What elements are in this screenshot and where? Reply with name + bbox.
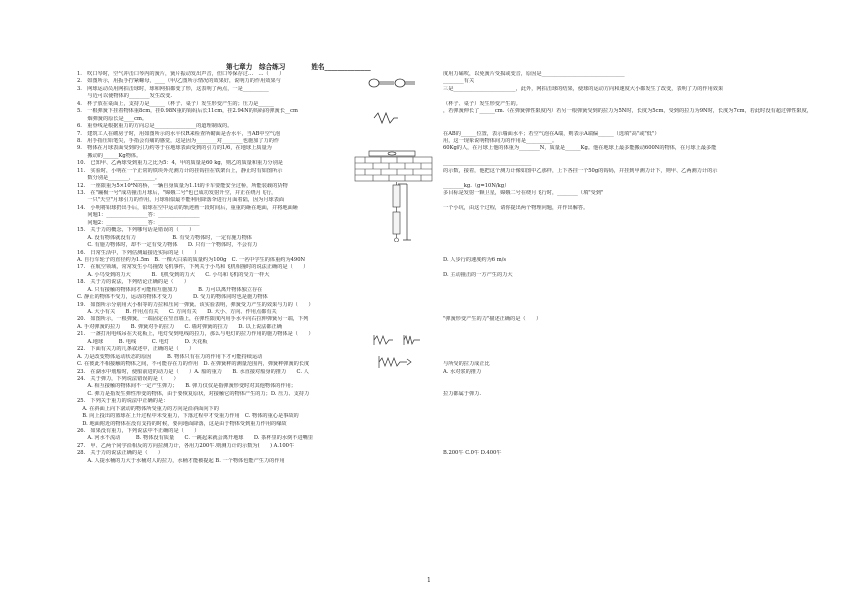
- left-column-line: 24. 关于弹力，下列说法错误的是（ ）: [77, 375, 179, 382]
- spring-scales-figure: [388, 182, 412, 242]
- right-column-line: 一个小坑，由这个过程，请你提出两个物理问题，并作出解答。: [443, 204, 589, 211]
- right-column-line: [443, 331, 818, 338]
- right-column-line: ________kg.（g=10N/kg）: [443, 182, 510, 189]
- right-column-line: [443, 116, 818, 123]
- right-column-line: [443, 435, 818, 442]
- right-column-line: （杯子、桌子）发生形变产生的。: [443, 100, 521, 107]
- spring-force-figure: [372, 333, 432, 347]
- right-column-line: B.200牛 C.0牛 D.400牛: [443, 450, 502, 457]
- wall-spring-figure: [377, 355, 417, 369]
- left-column-line: 8. 用手指压铅笔尖，手指会有痛的感觉，这是因为________对________也施加了力的作: [77, 137, 280, 144]
- right-column-line: D. 人步行的速度约为6 m/s: [443, 256, 507, 263]
- right-column-line: 三是________________________，此外，网拍击球的结果，使球的运动方向和速度大小都发生了改变，表明了力的作用效果: [443, 85, 724, 92]
- left-column-line: A. 手对弹簧的拉力 B. 弹簧对手的拉力 C. 墙对弹簧的拉力 D. 以上说法都正确: [77, 323, 282, 330]
- left-column-line: 3. 网球运动员用网拍击球时，球和网拍都变了形，这表明了两点，一是__________: [77, 85, 269, 92]
- right-column-line: 拉力都属于弹力.: [443, 390, 481, 397]
- left-column: [77, 71, 429, 465]
- left-column-line: B. 向上投出的篮球在上升过程中未受重力，下落过程中才受重力作用 C. 物体的重心是事故的: [77, 413, 299, 420]
- right-column-line: [443, 264, 818, 271]
- left-column-line: A. 人提水桶的力大于水桶对人的拉力，水桶才能被提起 B. 一个物体也能产生力的作用: [77, 457, 285, 464]
- left-column-line: C. 静止的物体不受力，运动的物体才受力 D. 受力的物体同时也是施力物体: [77, 294, 268, 301]
- right-column-line: [443, 354, 818, 361]
- left-column-line: 数分别是________，________。: [77, 175, 161, 182]
- spring-icon: [374, 113, 398, 123]
- left-column-line: A.地球 B. 电线 C. 电灯 D. 天花板: [77, 338, 208, 345]
- left-column-line: C. 在彼此不相接触的物体之间，不可能存在力的作用 D. 在弹簧秤的测量范围内，弹簧秤弹簧的长度: [77, 361, 310, 368]
- left-column-line: 20. 如图所示，一根弹簧，一端固定在竖直墙上，在弹性限度内用手水平向右拉伸弹簧另一端，下列: [77, 316, 309, 323]
- wrench-figure: [368, 76, 416, 90]
- right-column-line: [443, 197, 818, 204]
- wall-spring-icon: [379, 356, 411, 368]
- left-column-line: 6. 重垂线是根据重力的方向总是________________的道理制成的。: [77, 123, 233, 130]
- left-column-line: 16. 日常生活中，下列估测最接近实际的是（ ）: [77, 249, 200, 256]
- right-column-line: [443, 227, 818, 234]
- left-column-line: 4. 杯子放在桌面上，支持力是______（杯子、桌子）发生形变产生的；压力是______: [77, 100, 274, 107]
- level-wall-figure: [353, 149, 434, 183]
- right-column-line: [443, 398, 818, 405]
- left-column-line: A. 小鸟受到的力大 B. 飞机受到的力大 C. 小鸟和飞机的受力一样大: [77, 271, 270, 278]
- left-column-line: 19. 如图所示分别用大小相等的力拉和压同一弹簧。该实验表明，弹簧受力产生的效果与力的（ ）: [77, 301, 314, 308]
- left-column-line: 5. 一根弹簧下挂着物体重8cm，挂0.98N重的钩码后长11cm，挂2.94N的钩码的弹簧长__cm: [77, 108, 298, 115]
- name-field-label: 姓名______________: [311, 63, 371, 71]
- left-column-line: A. 没有物体就没有力 B. 有受力物体时，一定有施力物体: [77, 234, 252, 241]
- right-column-line: [443, 346, 818, 353]
- right-column-line: 多目标是发射一颗卫星，嫦娥二号在绕月飞行时，________（填"受到": [443, 190, 604, 196]
- left-column-line: 28. 关于力的说法正确的是（ ）: [77, 450, 164, 457]
- right-column-line: [443, 376, 818, 383]
- right-column-line: D. 主动撞击的一方产生的力大: [443, 271, 513, 278]
- right-column-line: [443, 279, 818, 286]
- left-column-line: A. 只有接触的物体间才可能相互施加力 B. 力可以离开物体独立存在: [77, 286, 263, 293]
- left-column-line: 18. 关于力的说法，下列结论正确的是（ ）: [77, 279, 190, 286]
- right-column-line: [443, 250, 818, 257]
- left-column-line: A. 河水不流动 B. 物体没有质量 C. 一跳起来就会离开地球 D. 茶杯里的水倒不进嘴里: [77, 435, 314, 442]
- left-column-line: 烟弹簧的原长是____cm。: [77, 115, 148, 122]
- left-column-line: 13. 在"蹦极一号"成功撞击月球后，"嫦娥二号"也已成功发射升空，并正在绕月飞行，: [77, 190, 277, 196]
- right-column-line: "弹簧形变产生的力"描述正确的是（ ）: [443, 316, 542, 323]
- left-column-line: 27. 甲、乙两个同学沿相反的方向拉测力计，各用力200牛.则测力计的示数为( ) A.100牛: [77, 442, 295, 449]
- left-column-line: 问题2：________________答：________________: [77, 219, 200, 226]
- right-column: [443, 71, 818, 458]
- left-column-line: 26. 如果没有重力，下列说法中不正确的是（ ）: [77, 428, 200, 434]
- left-column-line: C. 弹力是指发生弹性形变的物体，由于要恢复原状，对接触它的物体产生的力；D. 压力、支持力: [77, 390, 310, 397]
- left-column-line: 11. 实验时，小明在一个正常的铁块外壳测力计的挂钩挂在铁架台上，静止时有如图所示: [77, 167, 283, 174]
- left-column-line: A. 在斜面上向下滚动的物体所受重力的方向是沿斜面向下的: [77, 405, 219, 412]
- right-column-line: ，若弹簧伸长了______cm.（在弹簧弹性限度内）若另一根弹簧受到的拉力为5N时，长度为5cm，受到的拉力为9N时，长度为7cm，若此时没有超过弹性限度，: [443, 108, 813, 115]
- left-column-line: 25. 下列关于重力的说法中正确的是：: [77, 398, 169, 405]
- right-column-line: [443, 212, 818, 219]
- left-column-line: A. 力是改变物体运动状态的原因 B. 物体只有在力的作用下才可能持续运动: [77, 353, 263, 360]
- right-column-line: [443, 406, 818, 413]
- right-column-line: [443, 294, 818, 301]
- right-column-line: [443, 123, 818, 130]
- spirit-level-icon: [369, 151, 415, 156]
- left-column-line: A. 自行车轮子的直径约为1.5m B. 一棵大白菜的质量约为100g C. 一名中学生的体重约为490N: [77, 256, 306, 263]
- left-column-line: 与近可以使物体的________发生改变.: [77, 93, 173, 100]
- right-column-line: 的示数，接着，他把这个测力计像如图中乙那样，上下各挂一个50g的钩码，并挂到甲测力计下，则甲、乙两测力计的示: [443, 167, 718, 174]
- right-column-line: __________________________________: [443, 160, 532, 167]
- brick-wall-icon: [355, 157, 432, 181]
- right-column-line: [443, 287, 818, 294]
- left-column-line: C. 有施力物体时，却不一定有受力物体 D. 只有一个物体时，不会有力: [77, 242, 258, 249]
- left-column-line: 问题1：________________答：________________: [77, 212, 200, 219]
- right-column-line: [443, 235, 818, 242]
- left-column-line: 10. 已知甲、乙两球受到重力之比为5：4，甲的质量是60 kg，则乙的质量和重力分别是: [77, 160, 283, 167]
- right-column-line: 在AB的______位置，表示墙面水平；若空气泡在A端，则表示A端偏______（选填"高"或"低"）: [443, 130, 660, 137]
- left-column-line: 17. 在航空领域，常常发生小鸟撞毁飞机事件，下列关于小鸟和飞机相撞时的说法正确的是（ ）: [77, 264, 309, 271]
- right-column-line: [443, 413, 818, 420]
- right-column-line: [443, 309, 818, 316]
- left-column-line: 搬动的______Kg物体。: [77, 152, 142, 159]
- page-number: 1: [427, 577, 431, 584]
- right-column-line: [443, 339, 818, 346]
- left-column-line: 1. 吹口琴时，空气冲击口琴内的簧片，簧片振动发出声音，但口琴保存过… …（ ）: [77, 71, 285, 77]
- page-header: [226, 61, 397, 71]
- right-column-line: 60Kg的人，在月球上他的体重为________N，质量是______Kg。他在地球上最多能搬动600N的物体，在月球上最多能: [443, 145, 717, 152]
- right-column-line: [443, 428, 818, 435]
- right-column-line: [443, 383, 818, 390]
- left-column-line: 7. 建筑工人在砌房子时，用如图所示的水平仪R来检查所砌面是否水平，当AB中空气泡: [77, 130, 281, 137]
- left-column-line: 14. 小明将铅球扔出手后，铅球在空中运动的轨迹画一段时间后，重重的砸在地面，并将地面砸: [77, 204, 298, 211]
- wrench-icon: [369, 79, 415, 87]
- right-column-line: [443, 93, 818, 100]
- right-column-line: [443, 302, 818, 309]
- left-column-line: 15. 关于力的概念，下列哪句话是错误的（ ）: [77, 227, 195, 234]
- left-column-line: 23. 在湖水中划船时，使船前进的动力是（ ）A. 船的重力 B. 水直接对船身的推力 C. 人: [77, 368, 309, 375]
- left-column-line: A. 相互接触的物体间不一定产生弹力； B. 弹力仅仅是指弹簧形变时对其他物体的作用；: [77, 383, 297, 390]
- right-column-line: [443, 421, 818, 428]
- page-title: 第七章力 综合练习: [226, 63, 286, 71]
- right-column-line: [443, 220, 818, 227]
- right-column-line: [443, 443, 818, 450]
- right-column-line: [443, 153, 818, 160]
- left-column-line: 22. 下面有关力的几条叙述中，正确的是（ ）: [77, 346, 195, 353]
- left-column-line: D. 地面附近的物体在没有支持的时候，要向地面降落，这是由于物体受到重力作用的缘故: [77, 420, 287, 427]
- left-column-line: 21. 一盏打用电线吊在天花板上，电灯受到电线的拉力，那么与电灯的拉力作用的施力物体是（ ）: [77, 331, 314, 338]
- right-column-line: [443, 242, 818, 249]
- spring-figure: [372, 110, 400, 128]
- left-column-line: 12. 一座限重为5×10⁴N的桥，一辆自身质量为1.1t的卡车要能安全过桥，所能装载的货物: [77, 182, 288, 189]
- right-column-line: [443, 324, 818, 331]
- left-column-line: A. 大小有关 B. 作用点有关 C. 方向有关 D. 大小、方向、作用点都有关: [77, 309, 277, 315]
- spring-pull-icon: [374, 335, 420, 345]
- right-column-line: [443, 175, 818, 182]
- right-column-line: A. 水对浆的推力: [443, 368, 482, 375]
- right-column-line: 度用力磕吹，以免簧片受损或变音，原因是________________________________: [443, 71, 625, 77]
- left-column-line: 2. 如图所示，用扳手拧紧螺母，____（甲/乙图所示情况的效果好，说明力的作用效果与: [77, 78, 281, 85]
- right-column-line: 用，这一现象说明物体间力的作用是__________。: [443, 137, 558, 144]
- left-column-line: 一只"天空"月球引力的作用，月球相似最不能利用降落伞进行月面着陆，因为月球表面: [77, 197, 285, 204]
- left-column-line: 9. 物体在月球表面受到的引力约等于在地球表面受到的引力的1/6，在地球上质量为: [77, 145, 272, 152]
- spring-scale-icon: [393, 182, 400, 242]
- right-column-line: 与所受的拉力成正比: [443, 361, 490, 368]
- right-column-line: ________有关: [443, 78, 475, 85]
